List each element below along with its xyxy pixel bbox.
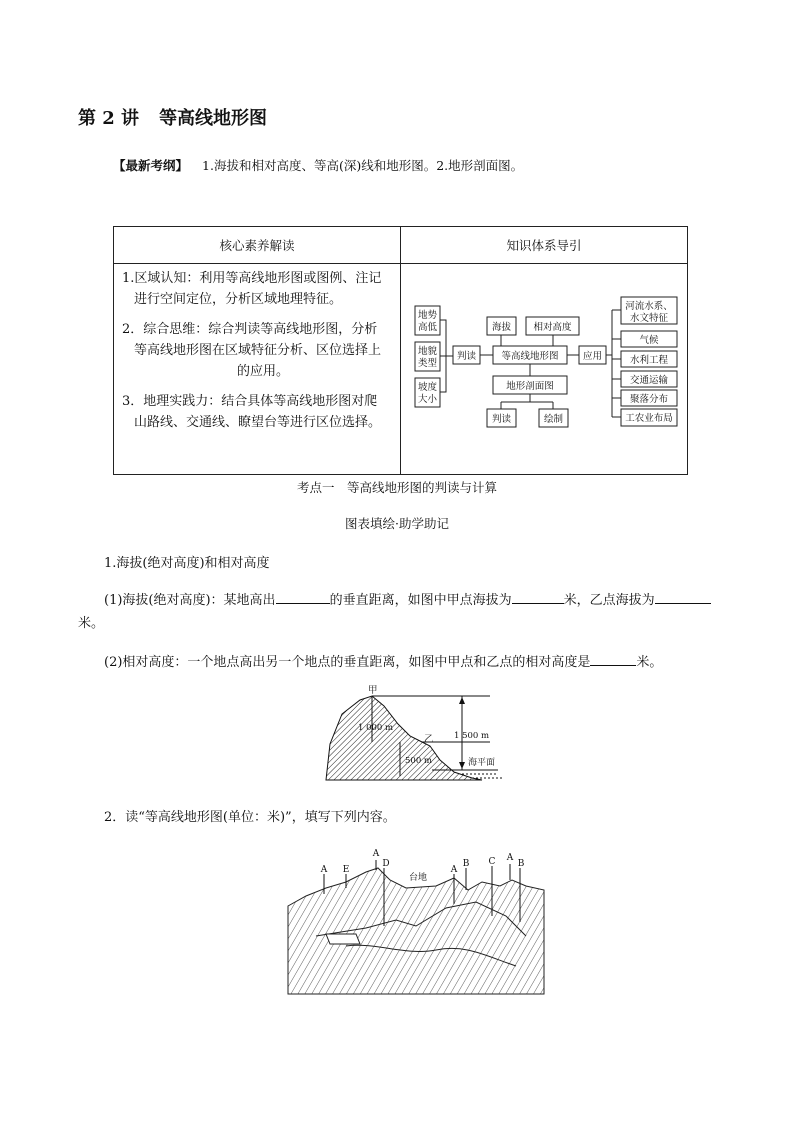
diagram-relative: 相对高度 xyxy=(533,322,572,333)
diagram-right-3: 水利工程 xyxy=(629,355,669,366)
fig1-jia: 甲 xyxy=(368,685,378,696)
literacy-cell xyxy=(114,264,401,475)
section1-p2: (2)相对高度：一个地点高出另一个地点的垂直距离，如图中甲点和乙点的相对高度是 米。 xyxy=(104,655,663,670)
fig2-label-E: E xyxy=(342,865,350,875)
diagram-right-1b: 水文特征 xyxy=(629,313,669,324)
blank-2[interactable] xyxy=(512,591,564,604)
knowledge-diagram xyxy=(401,264,687,474)
diagram-center: 等高线地形图 xyxy=(501,351,559,362)
diagram-draw: 绘制 xyxy=(543,414,564,425)
diagram-left-2b: 类型 xyxy=(417,358,438,369)
terrain-sketch xyxy=(286,846,546,996)
lesson-number: 第 2 讲 xyxy=(78,108,140,129)
section1-p1: (1)海拔(绝对高度)：某地高出 的垂直距离，如图中甲点海拔为 米，乙点海拔为 xyxy=(104,589,734,608)
header-knowledge: 知识体系导引 xyxy=(401,227,688,264)
blank-1[interactable] xyxy=(276,591,330,604)
altitude-figure xyxy=(322,684,512,784)
blank-3[interactable] xyxy=(655,591,711,604)
fig1-sea: 海平面 xyxy=(468,758,496,768)
fig2-label-C: C xyxy=(488,857,496,867)
fig2-label-A4: A xyxy=(506,853,514,863)
fig2-label-A1: A xyxy=(320,865,328,875)
diagram-left-1b: 高低 xyxy=(417,322,438,333)
fig2-label-D: D xyxy=(382,859,390,869)
lesson-title: 等高线地形图 xyxy=(159,108,268,129)
exam-outline xyxy=(113,156,523,174)
fig1-h1000: 1 000 m xyxy=(358,723,394,733)
fig1-h500: 500 m xyxy=(405,756,432,766)
fig2-label-B2: B xyxy=(517,859,525,869)
diagram-right-4: 交通运输 xyxy=(629,375,669,386)
fig2-label-taidi: 台地 xyxy=(408,873,428,883)
diagram-left-3b: 大小 xyxy=(417,394,438,405)
header-literacy: 核心素养解读 xyxy=(114,227,401,264)
literacy-item: 3．地理实践力：结合具体等高线地形图对爬 山路线、交通线、瞭望台等进行区位选择。 xyxy=(122,394,382,430)
kaodian-title: 考点一 等高线地形图的判读与计算 xyxy=(296,480,497,495)
diagram-apply: 应用 xyxy=(582,351,603,362)
page-title xyxy=(78,104,267,130)
diagram-haiba: 海拔 xyxy=(491,322,512,333)
blank-4[interactable] xyxy=(590,653,636,666)
diagram-right-6: 工农业布局 xyxy=(625,413,673,424)
diagram-right-1a: 河流水系、 xyxy=(625,301,673,312)
diagram-right-5: 聚落分布 xyxy=(629,394,669,405)
diagram-left-2a: 地貌 xyxy=(417,346,438,357)
knowledge-cell xyxy=(401,264,688,475)
diagram-left-1a: 地势 xyxy=(417,310,438,321)
section1-p1-end: 米。 xyxy=(78,616,105,631)
fig2-label-B1: B xyxy=(462,859,470,869)
literacy-item: 1.区域认知：利用等高线地形图或图例、注记 进行空间定位，分析区域地理特征。 xyxy=(122,271,382,307)
diagram-right-2: 气候 xyxy=(639,335,659,346)
fig2-label-A2: A xyxy=(372,849,380,859)
section2-heading: 2．读“等高线地形图(单位：米)”，填写下列内容。 xyxy=(104,810,396,825)
diagram-left-3a: 坡度 xyxy=(417,382,438,393)
diagram-profile: 地形剖面图 xyxy=(506,381,554,392)
kaodian-subtitle: 图表填绘·助学助记 xyxy=(345,516,449,531)
diagram-judge: 判读 xyxy=(456,351,477,362)
fig2-label-A3: A xyxy=(450,865,458,875)
outline-label: 【最新考纲】 xyxy=(113,158,189,173)
core-literacy-table xyxy=(113,226,688,475)
fig1-h1500: 1 500 m xyxy=(454,731,490,741)
fig1-yi: 乙 xyxy=(424,734,434,745)
literacy-item: 2．综合思维：综合判读等高线地形图，分析 等高线地形图在区域特征分析、区位选择上 的应用。 xyxy=(122,322,382,379)
diagram-bottom-judge: 判读 xyxy=(491,414,512,425)
outline-text: 1.海拔和相对高度、等高(深)线和地形图。2.地形剖面图。 xyxy=(202,158,524,173)
section1-heading: 1.海拔(绝对高度)和相对高度 xyxy=(104,556,270,571)
